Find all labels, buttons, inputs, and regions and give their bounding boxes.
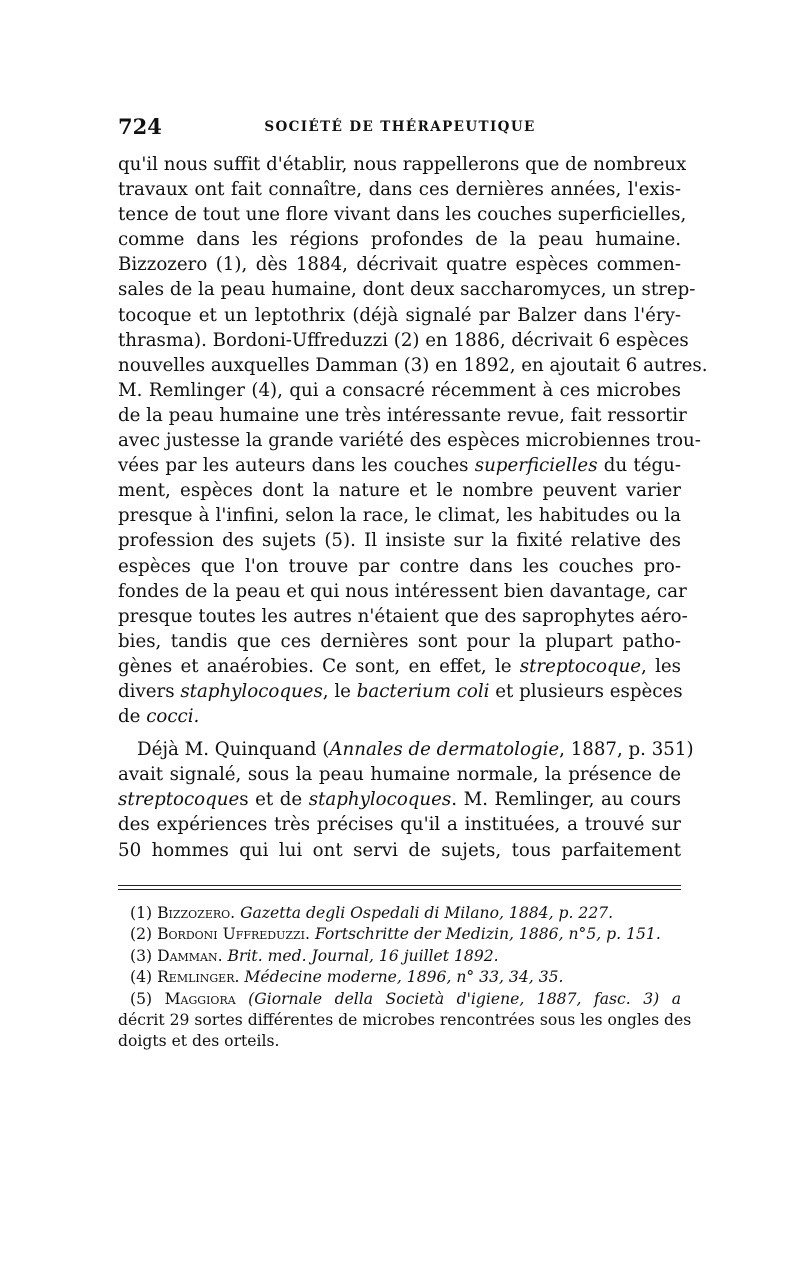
text-line: tence de tout une flore vivant dans les couches superficielles, — [118, 204, 687, 226]
text-line: tocoque et un leptothrix (déjà signalé par Balzer dans l'éry- — [118, 304, 681, 326]
footnotes — [118, 903, 692, 1053]
footnote-author: Remlinger. — [157, 968, 240, 987]
text-line: M. Remlinger (4), qui a consacré récemment à ces microbes — [118, 379, 681, 401]
text-line: avait signalé, sous la peau humaine normale, la présence de — [118, 764, 681, 786]
text-line: avec justesse la grande variété des espèces microbiennes trou- — [118, 430, 701, 452]
text-line: 50 hommes qui lui ont servi de sujets, tous parfaitement — [118, 839, 681, 861]
text-line: streptocoques et de staphylocoques. M. Remlinger, au cours — [118, 789, 682, 811]
footnote-text: Fortschritte der Medizin, 1886, n°5, p. 151. — [314, 925, 661, 944]
text-line: Déjà M. Quinquand (Annales de dermatologie, 1887, p. 351) — [137, 739, 694, 761]
footnote-first-line — [130, 989, 681, 1010]
footnote-number: (4) — [130, 968, 153, 987]
footnote — [130, 967, 681, 988]
text-line: gènes et anaérobies. Ce sont, en effet, le streptocoque, les — [118, 655, 681, 677]
body-text — [118, 152, 708, 863]
footnote — [130, 903, 681, 924]
text-line: sales de la peau humaine, dont deux saccharomyces, un strep- — [118, 279, 696, 301]
paragraph — [118, 737, 694, 862]
text-line: de cocci. — [118, 706, 200, 728]
text-line: Bizzozero (1), dès 1884, décrivait quatre espèces commen- — [118, 254, 681, 276]
text-line: des expériences très précises qu'il a instituées, a trouvé sur — [118, 814, 681, 836]
footnote — [130, 946, 681, 967]
text-line: profession des sujets (5). Il insiste sur la fixité relative des — [118, 530, 681, 552]
footnote-author: Maggiora — [164, 989, 236, 1008]
footnote-continuation: décrit 29 sortes différentes de microbes rencontrées sous les ongles des — [118, 1011, 692, 1030]
footnote-author: Bordoni Uffreduzzi. — [157, 925, 310, 944]
text-line: comme dans les régions profondes de la peau humaine. — [118, 229, 681, 251]
text-line: fondes de la peau et qui nous intéressent bien davantage, car — [118, 580, 687, 602]
footnote-number: (2) — [130, 925, 153, 944]
footnote — [130, 924, 681, 945]
text-line: divers staphylocoques, le bacterium coli et plusieurs espèces — [118, 680, 683, 702]
footnote-divider — [118, 885, 681, 886]
footnote-text: (Giornale della Società d'igiene, 1887, fasc. 3) a — [248, 989, 681, 1008]
footnote-continuation: doigts et des orteils. — [118, 1032, 280, 1051]
footnote-number: (5) — [130, 989, 153, 1008]
page-number: 724 — [118, 114, 162, 139]
running-title: SOCIÉTÉ DE THÉRAPEUTIQUE — [264, 119, 536, 135]
text-line: de la peau humaine une très intéressante revue, fait ressortir — [118, 404, 687, 426]
text-line: thrasma). Bordoni-Uffreduzzi (2) en 1886, décrivait 6 espèces — [118, 329, 689, 351]
footnote-author: Bizzozero. — [157, 904, 236, 922]
text-line: qu'il nous suffit d'établir, nous rappellerons que de nombreux — [118, 154, 687, 175]
footnote — [118, 989, 692, 1053]
text-line: presque toutes les autres n'étaient que des saprophytes aéro- — [118, 605, 688, 627]
footnote-number: (3) — [130, 946, 153, 965]
footnote-text: Gazetta degli Ospedali di Milano, 1884, p. 227. — [240, 904, 614, 922]
footnote-divider — [118, 889, 681, 890]
text-line: nouvelles auxquelles Damman (3) en 1892, en ajoutait 6 autres. — [118, 354, 708, 376]
footnote-author: Damman. — [157, 946, 223, 965]
footnote-text: Médecine moderne, 1896, n° 33, 34, 35. — [244, 968, 564, 987]
text-line: travaux ont fait connaître, dans ces dernières années, l'exis- — [118, 179, 681, 201]
text-line: espèces que l'on trouve par contre dans les couches pro- — [118, 555, 681, 577]
text-line: ment, espèces dont la nature et le nombre peuvent varier — [118, 480, 681, 502]
text-line: bies, tandis que ces dernières sont pour la plupart patho- — [118, 630, 681, 652]
page-header — [118, 112, 682, 142]
footnote-text: Brit. med. Journal, 16 juillet 1892. — [227, 946, 499, 965]
footnote-number: (1) — [130, 904, 153, 922]
text-line: presque à l'infini, selon la race, le climat, les habitudes ou la — [118, 505, 681, 527]
text-line: vées par les auteurs dans les couches superficielles du tégu- — [118, 455, 681, 477]
paragraph — [118, 152, 708, 729]
